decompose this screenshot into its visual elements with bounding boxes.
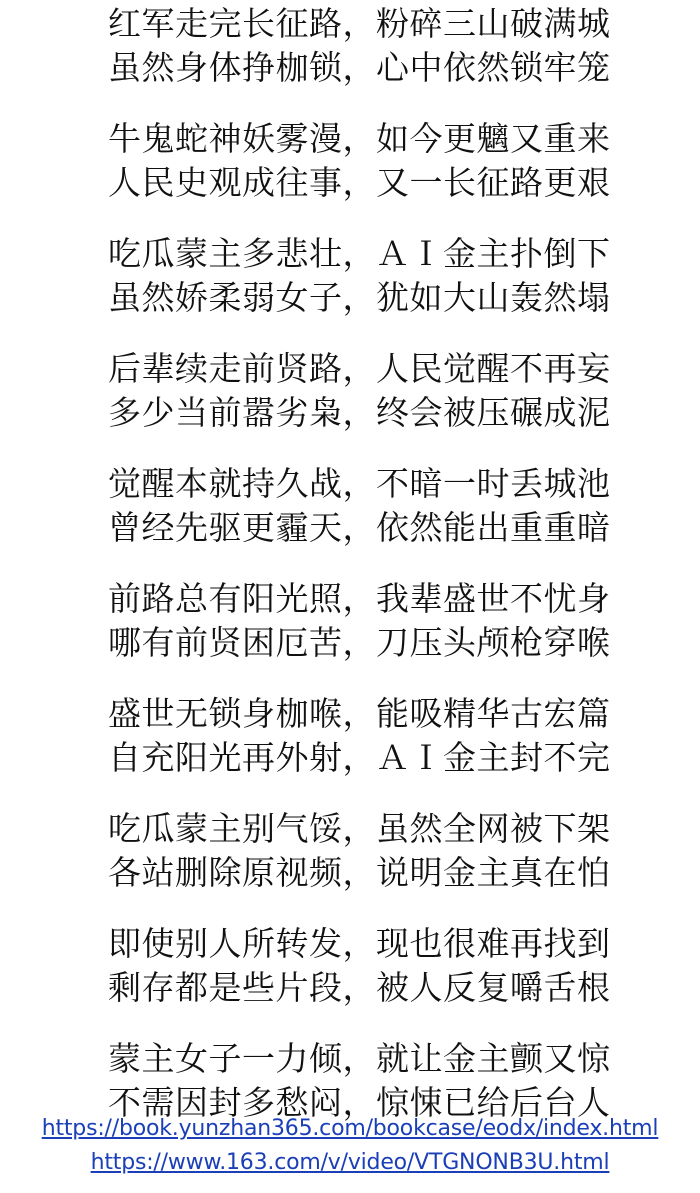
poem-line: 各站删除原视频，说明金主真在怕 (108, 853, 611, 892)
poem-line: 即使别人所转发，现也很难再找到 (108, 924, 611, 963)
stanza (108, 2, 668, 90)
stanza (108, 922, 668, 1010)
source-links (0, 1112, 700, 1180)
poem-line: 虽然身体挣枷锁，心中依然锁牢笼 (108, 48, 611, 87)
poem-line: 牛鬼蛇神妖雾漫，如今更魑又重来 (108, 119, 611, 158)
poem-line: 虽然娇柔弱女子，犹如大山轰然塌 (108, 278, 611, 317)
poem-line: 吃瓜蒙主别气馁，虽然全网被下架 (108, 809, 611, 848)
stanza (108, 117, 668, 205)
stanza (108, 807, 668, 895)
stanza (108, 232, 668, 320)
poem-line: 人民史观成往事，又一长征路更艰 (108, 163, 611, 202)
stanza (108, 577, 668, 665)
stanza (108, 462, 668, 550)
stanza (108, 692, 668, 780)
poem (108, 2, 668, 1152)
poem-line: 吃瓜蒙主多悲壮，ＡＩ金主扑倒下 (108, 234, 611, 273)
yunzhan-link[interactable]: https://book.yunzhan365.com/bookcase/eodx/index.html (41, 1116, 659, 1141)
poem-line: 蒙主女子一力倾，就让金主颤又惊 (108, 1039, 611, 1078)
poem-line: 盛世无锁身枷喉，能吸精华古宏篇 (108, 694, 611, 733)
poem-line: 剩存都是些片段，被人反复嚼舌根 (108, 968, 611, 1007)
poem-line: 哪有前贤困厄苦，刀压头颅枪穿喉 (108, 623, 611, 662)
poem-line: 后辈续走前贤路，人民觉醒不再妄 (108, 349, 611, 388)
poem-line: 不需因封多愁闷，惊悚已给后台人 (108, 1083, 611, 1122)
stanza (108, 347, 668, 435)
163-video-link[interactable]: https://www.163.com/v/video/VTGNONB3U.html (90, 1150, 610, 1175)
poem-line: 自充阳光再外射，ＡＩ金主封不完 (108, 738, 611, 777)
poem-line: 红军走完长征路，粉碎三山破满城 (108, 4, 611, 43)
poem-line: 曾经先驱更霾天，依然能出重重暗 (108, 508, 611, 547)
poem-line: 多少当前嚣劣枭，终会被压碾成泥 (108, 393, 611, 432)
poem-line: 觉醒本就持久战，不暗一时丢城池 (108, 464, 611, 503)
poem-line: 前路总有阳光照，我辈盛世不忧身 (108, 579, 611, 618)
